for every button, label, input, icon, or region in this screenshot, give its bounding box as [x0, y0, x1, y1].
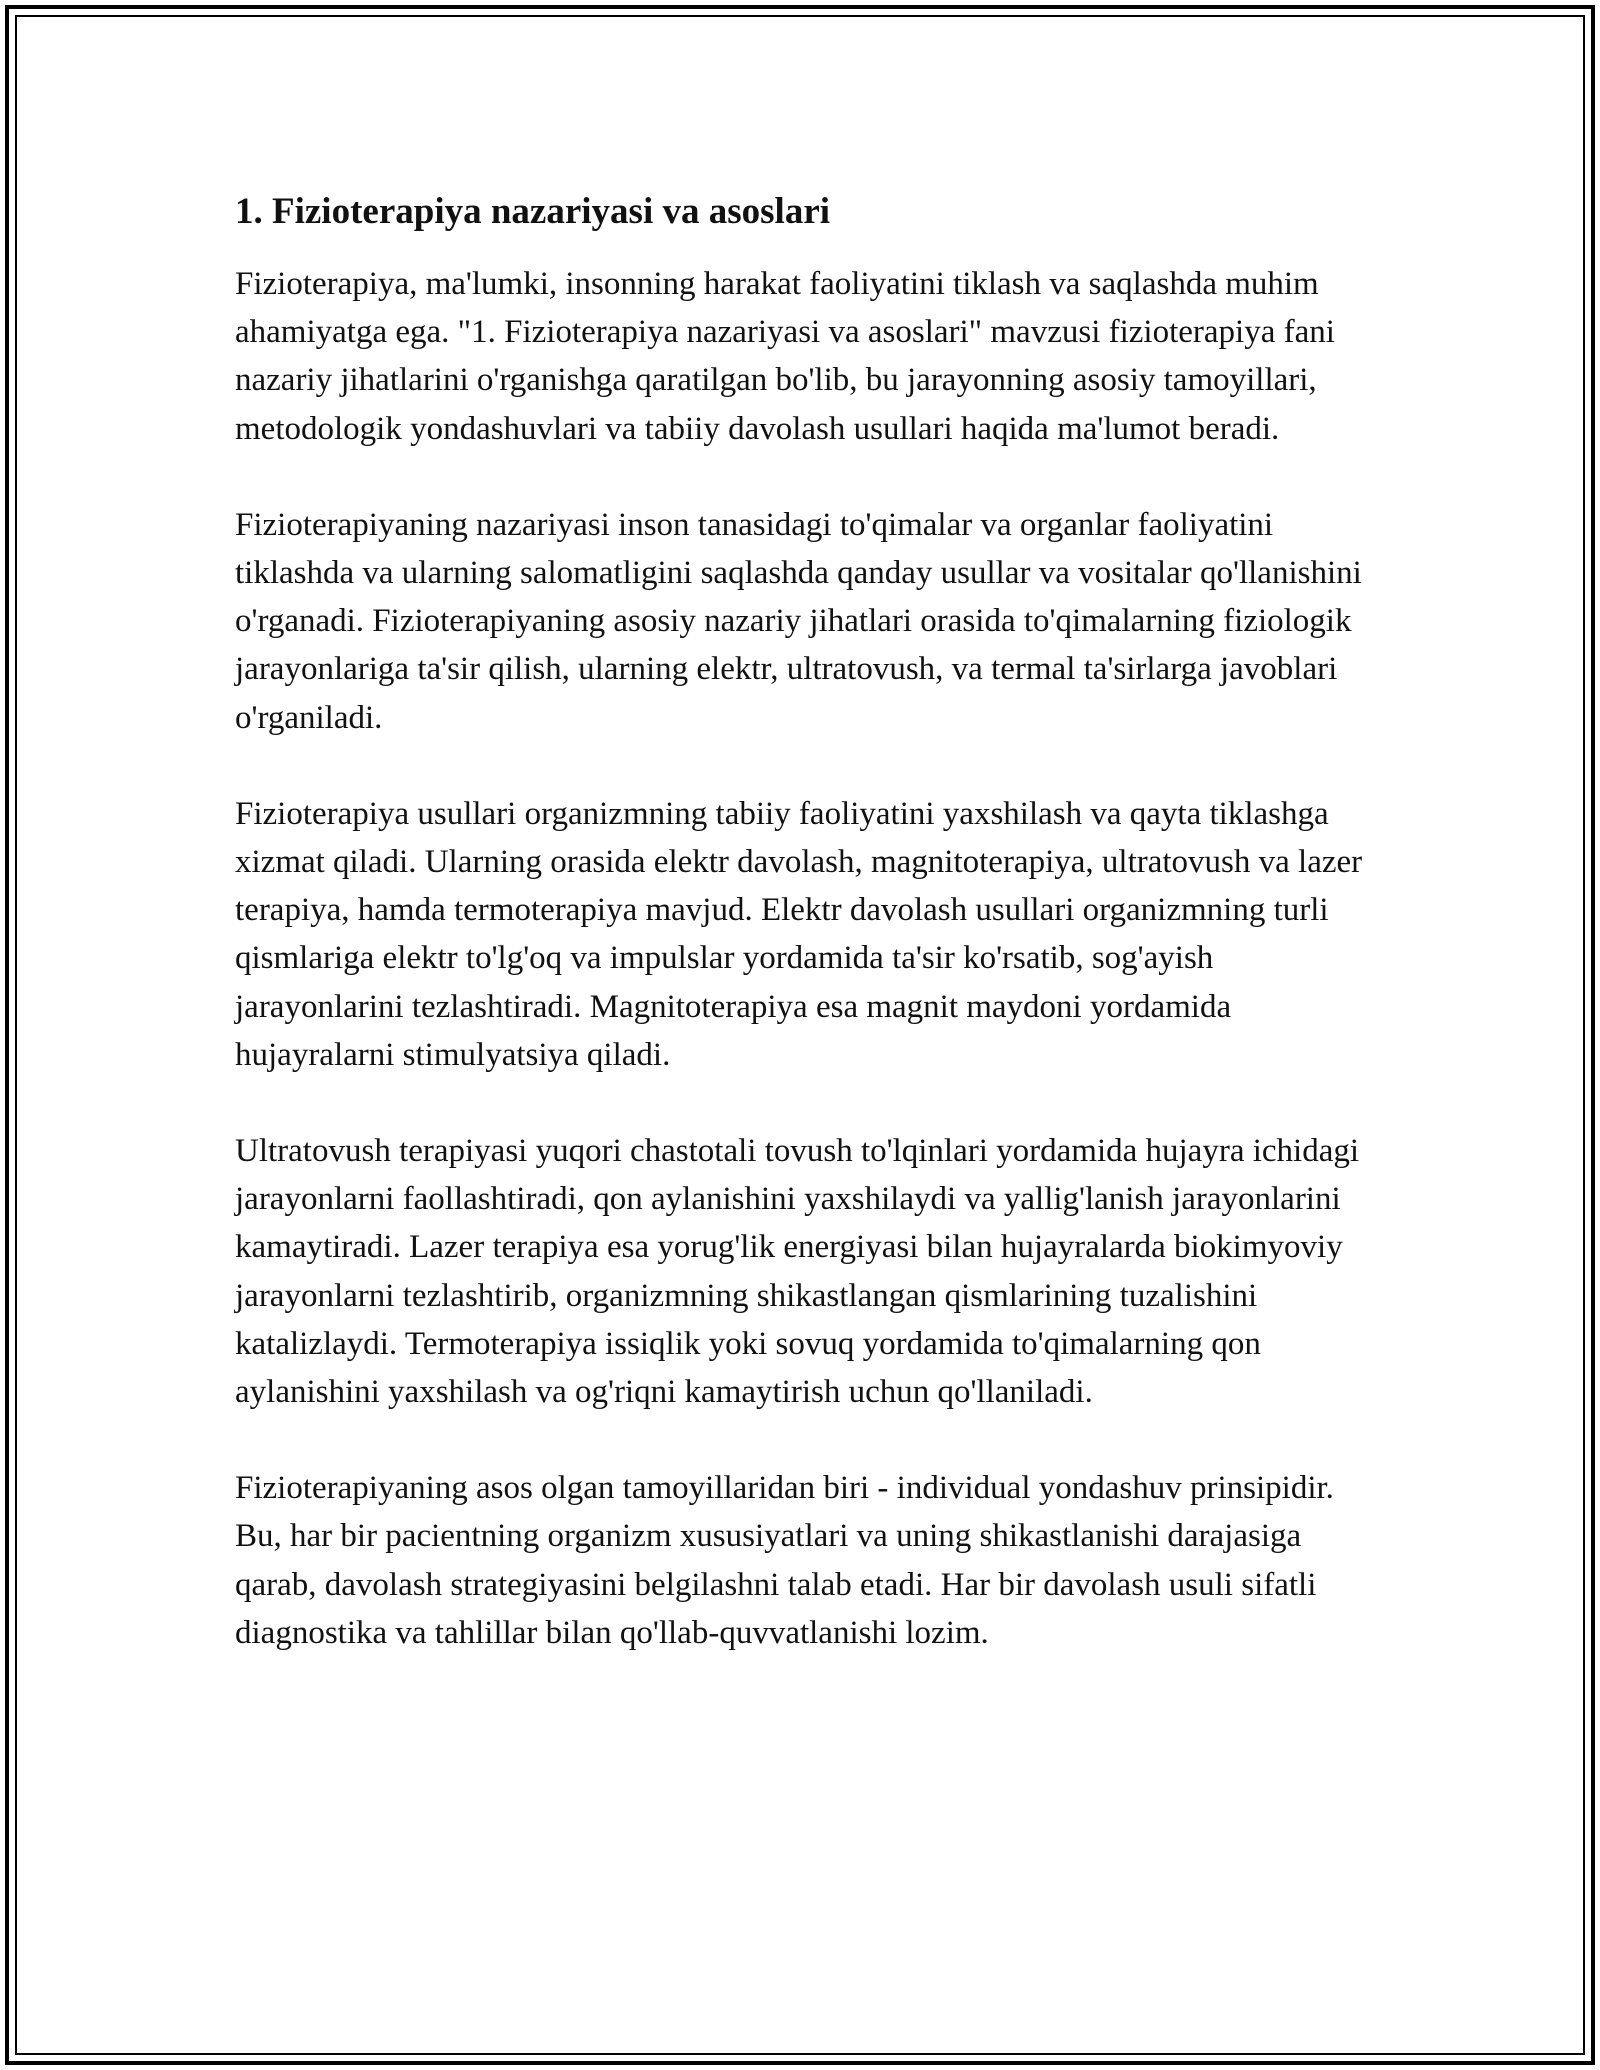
paragraph-principles: Fizioterapiyaning asos olgan tamoyillaridan biri - individual yondashuv prinsipidir. Bu, har bir pacientning organizm xususiyatlari va uning shikastlanishi darajasiga qarab, davolash strategiyasini belgilashni talab etadi. Har bir davolash usuli sifatli diagnostika va tahlillar bilan qo'llab-quvvatlanishi lozim.	[235, 1470, 1334, 1651]
document-body	[235, 188, 1365, 1705]
document-title: 1. Fizioterapiya nazariyasi va asoslari	[235, 191, 831, 232]
paragraph-theory: Fizioterapiyaning nazariyasi inson tanasidagi to'qimalar va organlar faoliyatini tiklashda va ularning salomatligini saqlashda qanday usullar va vositalar qo'llanishini o'rganadi. Fizioterapiyaning asosiy nazariy jihatlari orasida to'qimalarning fiziologik jarayonlariga ta'sir qilish, ularning elektr, ultratovush, va termal ta'sirlarga javoblari o'rganiladi.	[235, 506, 1362, 736]
paragraph-methods: Fizioterapiya usullari organizmning tabiiy faoliyatini yaxshilash va qayta tiklashga xizmat qiladi. Ularning orasida elektr davolash, magnitoterapiya, ultratovush va lazer terapiya, hamda termoterapiya mavjud. Elektr davolash usullari organizmning turli qismlariga elektr to'lg'oq va impulslar yordamida ta'sir ko'rsatib, sog'ayish jarayonlarini tezlashtiradi. Magnitoterapiya esa magnit maydoni yordamida hujayralarni stimulyatsiya qiladi.	[235, 795, 1363, 1073]
paragraph-ultrasound-laser: Ultratovush terapiyasi yuqori chastotali tovush to'lqinlari yordamida hujayra ichidagi jarayonlarni faollashtiradi, qon aylanishini yaxshilaydi va yallig'lanish jarayonlarini kamaytiradi. Lazer terapiya esa yorug'lik energiyasi bilan hujayralarda biokimyoviy jarayonlarni tezlashtirib, organizmning shikastlangan qismlarining tuzalishini katalizlaydi. Termoterapiya issiqlik yoki sovuq yordamida to'qimalarning qon aylanishini yaxshilash va og'riqni kamaytirish uchun qo'llaniladi.	[235, 1133, 1360, 1411]
paragraph-intro: Fizioterapiya, ma'lumki, insonning harakat faoliyatini tiklash va saqlashda muhim ahamiyatga ega. "1. Fizioterapiya nazariyasi va asoslari" mavzusi fizioterapiya fani nazariy jihatlarini o'rganishga qaratilgan bo'lib, bu jarayonning asosiy tamoyillari, metodologik yondashuvlari va tabiiy davolash usullari haqida ma'lumot beradi.	[235, 266, 1335, 447]
